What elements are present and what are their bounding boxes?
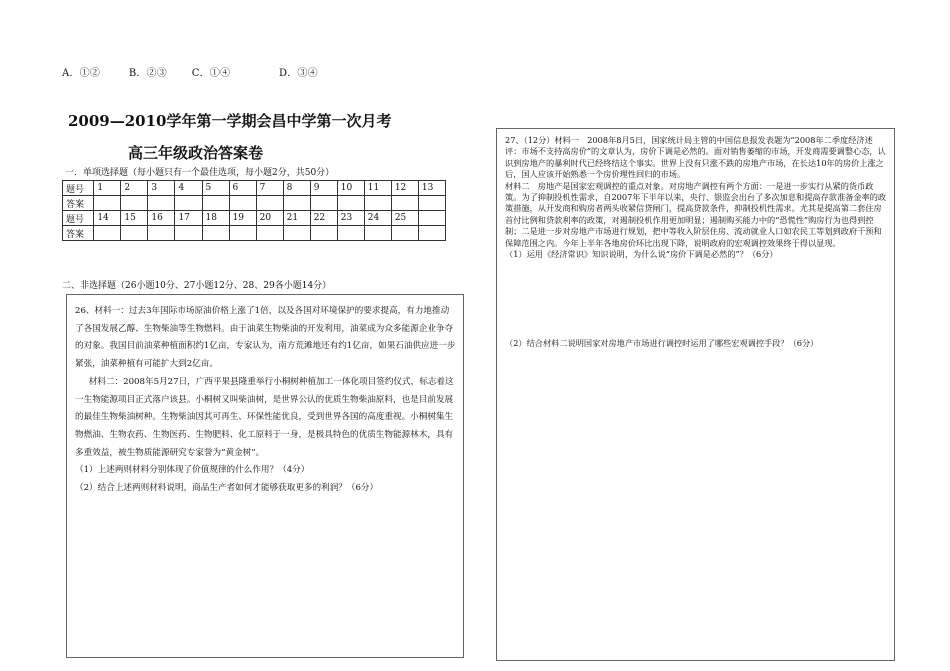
exam-title: 2009—2010学年第一学期会昌中学第一次月考 <box>68 112 392 130</box>
answer-cell[interactable] <box>148 226 175 241</box>
answer-cell[interactable] <box>337 226 364 241</box>
question-number: 11 <box>364 181 391 196</box>
answer-cell[interactable] <box>256 196 283 211</box>
question-number: 9 <box>310 181 337 196</box>
section2-heading: 二、非选择题（26小题10分、27小题12分、28、29各小题14分） <box>62 281 332 291</box>
answer-cell[interactable] <box>418 196 445 211</box>
answer-cell[interactable] <box>202 196 229 211</box>
answer-cell[interactable] <box>121 226 148 241</box>
question-number: 23 <box>337 211 364 226</box>
answer-cell[interactable] <box>364 226 391 241</box>
question-number: 12 <box>391 181 418 196</box>
q26-material1: 26、材料一：过去3年国际市场原油价格上涨了1倍，以及各国对环境保护的要求提高，有力地推动了各国发展乙醇、生物柴油等生物燃料。由于油菜生物柴油的开发利用，油菜成为众多能源企业争夺的对象。我国目前油菜种植面积约1亿亩，专家认为，南方荒滩地还有约1亿亩，如果石油供应进一步紧张，油菜种植有可能扩大到2亿亩。 <box>75 306 456 370</box>
question-number: 22 <box>310 211 337 226</box>
section1-heading: 一．单项选择题（每小题只有一个最佳选项，每小题2分，共50分） <box>65 168 335 178</box>
option-c: C．①④ <box>191 68 231 79</box>
option-b: B．②③ <box>128 68 167 79</box>
q27-question2: （2）结合材料二说明国家对房地产市场进行调控时运用了哪些宏观调控手段？（6分） <box>505 338 819 349</box>
answer-cell[interactable] <box>283 226 310 241</box>
answer-row-1 <box>63 196 446 211</box>
answer-cell[interactable] <box>94 196 121 211</box>
answer-cell[interactable] <box>175 196 202 211</box>
question-number: 24 <box>364 211 391 226</box>
answer-row-2 <box>63 226 446 241</box>
question-27-box <box>496 128 895 661</box>
answer-cell[interactable] <box>229 196 256 211</box>
answer-cell[interactable] <box>310 196 337 211</box>
question-number: 13 <box>418 181 445 196</box>
answer-cell[interactable] <box>148 196 175 211</box>
question-number: 14 <box>94 211 121 226</box>
question-number: 19 <box>229 211 256 226</box>
answer-cell[interactable] <box>94 226 121 241</box>
question-number: 18 <box>202 211 229 226</box>
q27-material1: 27、（12分）材料一 2008年8月5日，国家统计局主管的中国信息报发表题为“2008年二季度经济述评：市场不支持高房价”的文章认为，房价下调是必然的。面对销售萎缩的市场，开发商需要调整心态，认识到房地产的暴利时代已经终结这个事实。世界上没有只涨不跌的房地产市场，在长达10年的房价上涨之后，国人应该开始熟悉一个房价理性回归的市场。 <box>505 135 886 180</box>
question-number: 4 <box>175 181 202 196</box>
question-number: 3 <box>148 181 175 196</box>
question-26-box <box>66 294 464 658</box>
question-number: 20 <box>256 211 283 226</box>
question-number: 17 <box>175 211 202 226</box>
answer-cell[interactable] <box>337 196 364 211</box>
question-number <box>418 211 445 226</box>
option-a: A．①② <box>62 68 101 79</box>
question-number: 5 <box>202 181 229 196</box>
number-label: 题号 <box>63 181 94 196</box>
question-number: 1 <box>94 181 121 196</box>
number-row-1 <box>63 181 446 196</box>
answer-cell <box>418 226 445 241</box>
question-number: 25 <box>391 211 418 226</box>
answer-label: 答案 <box>63 196 94 211</box>
answer-cell[interactable] <box>391 196 418 211</box>
answer-grid <box>62 180 446 241</box>
answer-cell[interactable] <box>229 226 256 241</box>
question-number: 15 <box>121 211 148 226</box>
question-number: 6 <box>229 181 256 196</box>
question-number: 2 <box>121 181 148 196</box>
q27-material2: 材料二 房地产是国家宏观调控的重点对象。对房地产调控有两个方面：一是进一步实行从紧的货币政策。为了抑制投机性需求，自2007年下半年以来，央行、银监会出台了多次加息和提高存款准备金率的政策措施，从开发商和购房者两头收紧信贷闸门，提高贷款条件，抑制投机性需求。尤其是提高第二套住房首付比例和贷款利率的政策，对遏制投机作用更加明显；遏制购买能力中的“恐慌性”购房行为也得到控制；二是进一步对房地产市场进行规划，把中等收入阶层住房、流动就业人口如农民工等划到政府干预和保障范围之内。今年上半年各地房价环比出现下降，说明政府的宏观调控效果终于得以显现。 <box>505 180 887 248</box>
answer-cell[interactable] <box>202 226 229 241</box>
answer-cell[interactable] <box>310 226 337 241</box>
answer-cell[interactable] <box>364 196 391 211</box>
question-number: 21 <box>283 211 310 226</box>
answer-cell[interactable] <box>175 226 202 241</box>
q26-question1: （1）上述两则材料分别体现了价值规律的什么作用？（4分） <box>75 465 310 476</box>
question-number: 8 <box>283 181 310 196</box>
q27-question1: （1）运用《经济常识》知识说明，为什么说“房价下调是必然的”？（6分） <box>505 249 778 260</box>
number-row-2 <box>63 211 446 226</box>
answer-cell[interactable] <box>256 226 283 241</box>
question-number: 7 <box>256 181 283 196</box>
exam-subtitle: 高三年级政治答案卷 <box>128 144 264 162</box>
option-d: D．③④ <box>278 68 318 79</box>
answer-cell[interactable] <box>283 196 310 211</box>
question-number: 10 <box>337 181 364 196</box>
q26-question2: （2）结合上述两则材料说明，商品生产者如何才能够获取更多的利润？（6分） <box>75 483 379 494</box>
number-label: 题号 <box>63 211 94 226</box>
answer-cell[interactable] <box>121 196 148 211</box>
answer-cell[interactable] <box>391 226 418 241</box>
q26-material2: 材料二：2008年5月27日，广西平果县隆重举行小桐树种植加工一体化项目签约仪式，标志着这一生物能源项目正式落户该县。小桐树又叫柴油树，是世界公认的优质生物柴油原料，也是目前发展的最佳生物柴油树种。生物柴油因其可再生、环保性能优良，受到世界各国的高度重视。小桐树集生物燃油、生物农药、生物医药、生物肥料、化工原料于一身，是极具特色的优质生物能源林木，具有多重效益，被生物质能源研究专家誉为“黄金树”。 <box>75 376 454 458</box>
question-number: 16 <box>148 211 175 226</box>
answer-label: 答案 <box>63 226 94 241</box>
previous-question-options <box>62 64 318 79</box>
